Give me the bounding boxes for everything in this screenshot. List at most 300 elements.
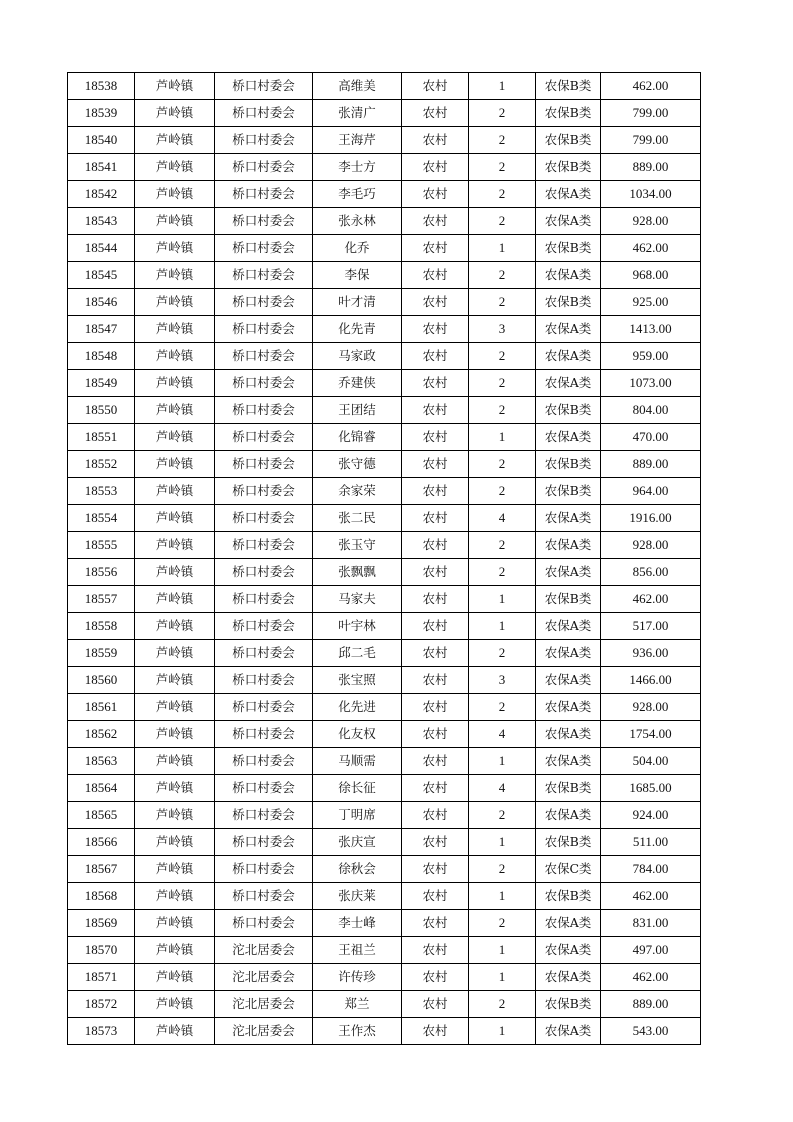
area-type-cell: 农村	[402, 937, 469, 964]
committee-cell: 桥口村委会	[215, 856, 313, 883]
name-cell: 徐秋会	[313, 856, 402, 883]
table-row	[68, 478, 701, 505]
town-cell: 芦岭镇	[135, 829, 215, 856]
name-cell: 张玉守	[313, 532, 402, 559]
name-cell: 化锦睿	[313, 424, 402, 451]
table-row	[68, 451, 701, 478]
amount-cell: 462.00	[601, 235, 701, 262]
household-count-cell: 2	[469, 559, 536, 586]
household-count-cell: 1	[469, 829, 536, 856]
town-cell: 芦岭镇	[135, 937, 215, 964]
town-cell: 芦岭镇	[135, 262, 215, 289]
town-cell: 芦岭镇	[135, 532, 215, 559]
amount-cell: 968.00	[601, 262, 701, 289]
record-id-cell: 18547	[68, 316, 135, 343]
category-cell: 农保A类	[536, 208, 601, 235]
category-cell: 农保A类	[536, 505, 601, 532]
town-cell: 芦岭镇	[135, 856, 215, 883]
committee-cell: 桥口村委会	[215, 154, 313, 181]
town-cell: 芦岭镇	[135, 748, 215, 775]
area-type-cell: 农村	[402, 127, 469, 154]
table-row	[68, 235, 701, 262]
table-row	[68, 127, 701, 154]
town-cell: 芦岭镇	[135, 370, 215, 397]
category-cell: 农保B类	[536, 991, 601, 1018]
amount-cell: 511.00	[601, 829, 701, 856]
amount-cell: 889.00	[601, 154, 701, 181]
area-type-cell: 农村	[402, 1018, 469, 1045]
town-cell: 芦岭镇	[135, 613, 215, 640]
name-cell: 李士峰	[313, 910, 402, 937]
name-cell: 乔建侠	[313, 370, 402, 397]
table-row	[68, 775, 701, 802]
table-row	[68, 505, 701, 532]
town-cell: 芦岭镇	[135, 964, 215, 991]
table-row	[68, 289, 701, 316]
name-cell: 张庆莱	[313, 883, 402, 910]
town-cell: 芦岭镇	[135, 343, 215, 370]
amount-cell: 799.00	[601, 127, 701, 154]
category-cell: 农保B类	[536, 586, 601, 613]
category-cell: 农保B类	[536, 100, 601, 127]
town-cell: 芦岭镇	[135, 1018, 215, 1045]
record-id-cell: 18569	[68, 910, 135, 937]
area-type-cell: 农村	[402, 478, 469, 505]
committee-cell: 桥口村委会	[215, 559, 313, 586]
amount-cell: 964.00	[601, 478, 701, 505]
table-row	[68, 991, 701, 1018]
town-cell: 芦岭镇	[135, 73, 215, 100]
record-id-cell: 18564	[68, 775, 135, 802]
amount-cell: 928.00	[601, 208, 701, 235]
record-id-cell: 18546	[68, 289, 135, 316]
area-type-cell: 农村	[402, 964, 469, 991]
table-row	[68, 586, 701, 613]
record-id-cell: 18550	[68, 397, 135, 424]
record-id-cell: 18542	[68, 181, 135, 208]
table-row	[68, 721, 701, 748]
category-cell: 农保A类	[536, 1018, 601, 1045]
town-cell: 芦岭镇	[135, 316, 215, 343]
name-cell: 李保	[313, 262, 402, 289]
household-count-cell: 2	[469, 910, 536, 937]
committee-cell: 沱北居委会	[215, 991, 313, 1018]
town-cell: 芦岭镇	[135, 100, 215, 127]
area-type-cell: 农村	[402, 505, 469, 532]
household-count-cell: 3	[469, 667, 536, 694]
category-cell: 农保B类	[536, 154, 601, 181]
table-row	[68, 1018, 701, 1045]
record-id-cell: 18566	[68, 829, 135, 856]
category-cell: 农保B类	[536, 829, 601, 856]
committee-cell: 桥口村委会	[215, 586, 313, 613]
amount-cell: 959.00	[601, 343, 701, 370]
table-row	[68, 640, 701, 667]
household-count-cell: 1	[469, 883, 536, 910]
record-id-cell: 18555	[68, 532, 135, 559]
record-id-cell: 18554	[68, 505, 135, 532]
category-cell: 农保A类	[536, 343, 601, 370]
record-id-cell: 18559	[68, 640, 135, 667]
area-type-cell: 农村	[402, 640, 469, 667]
name-cell: 郑兰	[313, 991, 402, 1018]
household-count-cell: 1	[469, 424, 536, 451]
amount-cell: 1754.00	[601, 721, 701, 748]
category-cell: 农保A类	[536, 181, 601, 208]
name-cell: 化先青	[313, 316, 402, 343]
town-cell: 芦岭镇	[135, 397, 215, 424]
committee-cell: 桥口村委会	[215, 289, 313, 316]
table-row	[68, 343, 701, 370]
committee-cell: 桥口村委会	[215, 748, 313, 775]
household-count-cell: 4	[469, 721, 536, 748]
amount-cell: 831.00	[601, 910, 701, 937]
committee-cell: 沱北居委会	[215, 964, 313, 991]
amount-cell: 889.00	[601, 991, 701, 1018]
category-cell: 农保A类	[536, 613, 601, 640]
record-id-cell: 18562	[68, 721, 135, 748]
category-cell: 农保A类	[536, 964, 601, 991]
amount-cell: 497.00	[601, 937, 701, 964]
amount-cell: 784.00	[601, 856, 701, 883]
category-cell: 农保B类	[536, 883, 601, 910]
amount-cell: 928.00	[601, 694, 701, 721]
record-id-cell: 18551	[68, 424, 135, 451]
town-cell: 芦岭镇	[135, 154, 215, 181]
area-type-cell: 农村	[402, 802, 469, 829]
amount-cell: 936.00	[601, 640, 701, 667]
amount-cell: 889.00	[601, 451, 701, 478]
area-type-cell: 农村	[402, 100, 469, 127]
town-cell: 芦岭镇	[135, 991, 215, 1018]
table-row	[68, 937, 701, 964]
town-cell: 芦岭镇	[135, 505, 215, 532]
amount-cell: 462.00	[601, 964, 701, 991]
name-cell: 李毛巧	[313, 181, 402, 208]
name-cell: 邱二毛	[313, 640, 402, 667]
household-count-cell: 1	[469, 235, 536, 262]
area-type-cell: 农村	[402, 343, 469, 370]
record-id-cell: 18558	[68, 613, 135, 640]
record-id-cell: 18556	[68, 559, 135, 586]
household-count-cell: 3	[469, 316, 536, 343]
record-id-cell: 18557	[68, 586, 135, 613]
town-cell: 芦岭镇	[135, 910, 215, 937]
committee-cell: 桥口村委会	[215, 478, 313, 505]
name-cell: 李士方	[313, 154, 402, 181]
table-row	[68, 883, 701, 910]
record-id-cell: 18573	[68, 1018, 135, 1045]
household-count-cell: 2	[469, 991, 536, 1018]
area-type-cell: 农村	[402, 289, 469, 316]
area-type-cell: 农村	[402, 991, 469, 1018]
name-cell: 王祖兰	[313, 937, 402, 964]
table-row	[68, 964, 701, 991]
committee-cell: 桥口村委会	[215, 802, 313, 829]
committee-cell: 桥口村委会	[215, 262, 313, 289]
amount-cell: 462.00	[601, 586, 701, 613]
table-row	[68, 424, 701, 451]
category-cell: 农保A类	[536, 937, 601, 964]
household-count-cell: 1	[469, 748, 536, 775]
record-id-cell: 18543	[68, 208, 135, 235]
household-count-cell: 2	[469, 100, 536, 127]
category-cell: 农保B类	[536, 73, 601, 100]
amount-cell: 1413.00	[601, 316, 701, 343]
name-cell: 张二民	[313, 505, 402, 532]
table-row	[68, 397, 701, 424]
category-cell: 农保A类	[536, 802, 601, 829]
town-cell: 芦岭镇	[135, 775, 215, 802]
household-count-cell: 2	[469, 802, 536, 829]
household-count-cell: 1	[469, 1018, 536, 1045]
household-count-cell: 2	[469, 370, 536, 397]
committee-cell: 桥口村委会	[215, 613, 313, 640]
record-id-cell: 18553	[68, 478, 135, 505]
name-cell: 化乔	[313, 235, 402, 262]
category-cell: 农保B类	[536, 478, 601, 505]
record-id-cell: 18538	[68, 73, 135, 100]
area-type-cell: 农村	[402, 856, 469, 883]
area-type-cell: 农村	[402, 370, 469, 397]
committee-cell: 桥口村委会	[215, 370, 313, 397]
name-cell: 张清广	[313, 100, 402, 127]
area-type-cell: 农村	[402, 694, 469, 721]
area-type-cell: 农村	[402, 154, 469, 181]
household-count-cell: 2	[469, 694, 536, 721]
household-count-cell: 2	[469, 856, 536, 883]
category-cell: 农保A类	[536, 316, 601, 343]
household-count-cell: 1	[469, 937, 536, 964]
committee-cell: 桥口村委会	[215, 775, 313, 802]
household-count-cell: 2	[469, 397, 536, 424]
committee-cell: 桥口村委会	[215, 694, 313, 721]
table-row	[68, 316, 701, 343]
category-cell: 农保A类	[536, 721, 601, 748]
committee-cell: 桥口村委会	[215, 829, 313, 856]
amount-cell: 462.00	[601, 73, 701, 100]
record-id-cell: 18548	[68, 343, 135, 370]
name-cell: 张宝照	[313, 667, 402, 694]
amount-cell: 504.00	[601, 748, 701, 775]
household-count-cell: 2	[469, 127, 536, 154]
amount-cell: 804.00	[601, 397, 701, 424]
household-count-cell: 2	[469, 181, 536, 208]
town-cell: 芦岭镇	[135, 127, 215, 154]
record-id-cell: 18549	[68, 370, 135, 397]
town-cell: 芦岭镇	[135, 478, 215, 505]
committee-cell: 桥口村委会	[215, 451, 313, 478]
name-cell: 王海芹	[313, 127, 402, 154]
town-cell: 芦岭镇	[135, 721, 215, 748]
household-count-cell: 4	[469, 775, 536, 802]
table-row	[68, 262, 701, 289]
category-cell: 农保A类	[536, 910, 601, 937]
area-type-cell: 农村	[402, 667, 469, 694]
amount-cell: 924.00	[601, 802, 701, 829]
amount-cell: 925.00	[601, 289, 701, 316]
household-count-cell: 1	[469, 613, 536, 640]
town-cell: 芦岭镇	[135, 640, 215, 667]
committee-cell: 桥口村委会	[215, 640, 313, 667]
table-row	[68, 910, 701, 937]
town-cell: 芦岭镇	[135, 667, 215, 694]
area-type-cell: 农村	[402, 613, 469, 640]
table-row	[68, 208, 701, 235]
name-cell: 许传珍	[313, 964, 402, 991]
table-row	[68, 370, 701, 397]
committee-cell: 桥口村委会	[215, 235, 313, 262]
town-cell: 芦岭镇	[135, 802, 215, 829]
committee-cell: 桥口村委会	[215, 910, 313, 937]
record-id-cell: 18561	[68, 694, 135, 721]
household-count-cell: 2	[469, 262, 536, 289]
area-type-cell: 农村	[402, 235, 469, 262]
household-count-cell: 2	[469, 478, 536, 505]
name-cell: 徐长征	[313, 775, 402, 802]
household-count-cell: 2	[469, 208, 536, 235]
household-count-cell: 2	[469, 289, 536, 316]
name-cell: 叶宇林	[313, 613, 402, 640]
table-row	[68, 748, 701, 775]
household-count-cell: 1	[469, 586, 536, 613]
committee-cell: 沱北居委会	[215, 1018, 313, 1045]
records-table-body	[68, 73, 701, 1045]
area-type-cell: 农村	[402, 721, 469, 748]
town-cell: 芦岭镇	[135, 559, 215, 586]
record-id-cell: 18567	[68, 856, 135, 883]
area-type-cell: 农村	[402, 586, 469, 613]
table-row	[68, 73, 701, 100]
town-cell: 芦岭镇	[135, 424, 215, 451]
amount-cell: 799.00	[601, 100, 701, 127]
category-cell: 农保B类	[536, 775, 601, 802]
area-type-cell: 农村	[402, 451, 469, 478]
category-cell: 农保B类	[536, 127, 601, 154]
category-cell: 农保A类	[536, 694, 601, 721]
name-cell: 张永林	[313, 208, 402, 235]
category-cell: 农保A类	[536, 748, 601, 775]
name-cell: 叶才清	[313, 289, 402, 316]
household-count-cell: 2	[469, 451, 536, 478]
committee-cell: 桥口村委会	[215, 397, 313, 424]
town-cell: 芦岭镇	[135, 694, 215, 721]
amount-cell: 1685.00	[601, 775, 701, 802]
category-cell: 农保A类	[536, 370, 601, 397]
table-row	[68, 694, 701, 721]
category-cell: 农保A类	[536, 667, 601, 694]
record-id-cell: 18571	[68, 964, 135, 991]
household-count-cell: 2	[469, 640, 536, 667]
name-cell: 马顺需	[313, 748, 402, 775]
household-count-cell: 2	[469, 154, 536, 181]
amount-cell: 1073.00	[601, 370, 701, 397]
table-row	[68, 613, 701, 640]
record-id-cell: 18565	[68, 802, 135, 829]
category-cell: 农保A类	[536, 640, 601, 667]
record-id-cell: 18560	[68, 667, 135, 694]
record-id-cell: 18552	[68, 451, 135, 478]
household-count-cell: 2	[469, 343, 536, 370]
table-row	[68, 100, 701, 127]
committee-cell: 桥口村委会	[215, 532, 313, 559]
committee-cell: 桥口村委会	[215, 721, 313, 748]
name-cell: 马家夫	[313, 586, 402, 613]
amount-cell: 517.00	[601, 613, 701, 640]
area-type-cell: 农村	[402, 73, 469, 100]
category-cell: 农保B类	[536, 451, 601, 478]
category-cell: 农保C类	[536, 856, 601, 883]
table-row	[68, 802, 701, 829]
record-id-cell: 18545	[68, 262, 135, 289]
committee-cell: 桥口村委会	[215, 100, 313, 127]
area-type-cell: 农村	[402, 910, 469, 937]
committee-cell: 桥口村委会	[215, 127, 313, 154]
amount-cell: 1466.00	[601, 667, 701, 694]
amount-cell: 856.00	[601, 559, 701, 586]
committee-cell: 桥口村委会	[215, 505, 313, 532]
name-cell: 王团结	[313, 397, 402, 424]
area-type-cell: 农村	[402, 262, 469, 289]
name-cell: 张庆宣	[313, 829, 402, 856]
town-cell: 芦岭镇	[135, 235, 215, 262]
committee-cell: 桥口村委会	[215, 667, 313, 694]
committee-cell: 桥口村委会	[215, 883, 313, 910]
area-type-cell: 农村	[402, 532, 469, 559]
category-cell: 农保A类	[536, 559, 601, 586]
record-id-cell: 18544	[68, 235, 135, 262]
name-cell: 马家政	[313, 343, 402, 370]
table-row	[68, 181, 701, 208]
area-type-cell: 农村	[402, 883, 469, 910]
town-cell: 芦岭镇	[135, 451, 215, 478]
category-cell: 农保B类	[536, 289, 601, 316]
category-cell: 农保B类	[536, 235, 601, 262]
area-type-cell: 农村	[402, 748, 469, 775]
category-cell: 农保A类	[536, 424, 601, 451]
name-cell: 张守德	[313, 451, 402, 478]
area-type-cell: 农村	[402, 559, 469, 586]
area-type-cell: 农村	[402, 829, 469, 856]
record-id-cell: 18539	[68, 100, 135, 127]
table-row	[68, 829, 701, 856]
household-count-cell: 4	[469, 505, 536, 532]
town-cell: 芦岭镇	[135, 883, 215, 910]
category-cell: 农保A类	[536, 532, 601, 559]
category-cell: 农保B类	[536, 397, 601, 424]
household-count-cell: 1	[469, 73, 536, 100]
committee-cell: 桥口村委会	[215, 316, 313, 343]
record-id-cell: 18540	[68, 127, 135, 154]
committee-cell: 桥口村委会	[215, 424, 313, 451]
category-cell: 农保A类	[536, 262, 601, 289]
name-cell: 化先进	[313, 694, 402, 721]
town-cell: 芦岭镇	[135, 289, 215, 316]
area-type-cell: 农村	[402, 775, 469, 802]
area-type-cell: 农村	[402, 316, 469, 343]
town-cell: 芦岭镇	[135, 181, 215, 208]
record-id-cell: 18568	[68, 883, 135, 910]
amount-cell: 928.00	[601, 532, 701, 559]
record-id-cell: 18541	[68, 154, 135, 181]
area-type-cell: 农村	[402, 208, 469, 235]
record-id-cell: 18572	[68, 991, 135, 1018]
record-id-cell: 18563	[68, 748, 135, 775]
committee-cell: 桥口村委会	[215, 208, 313, 235]
table-row	[68, 667, 701, 694]
committee-cell: 桥口村委会	[215, 73, 313, 100]
amount-cell: 470.00	[601, 424, 701, 451]
